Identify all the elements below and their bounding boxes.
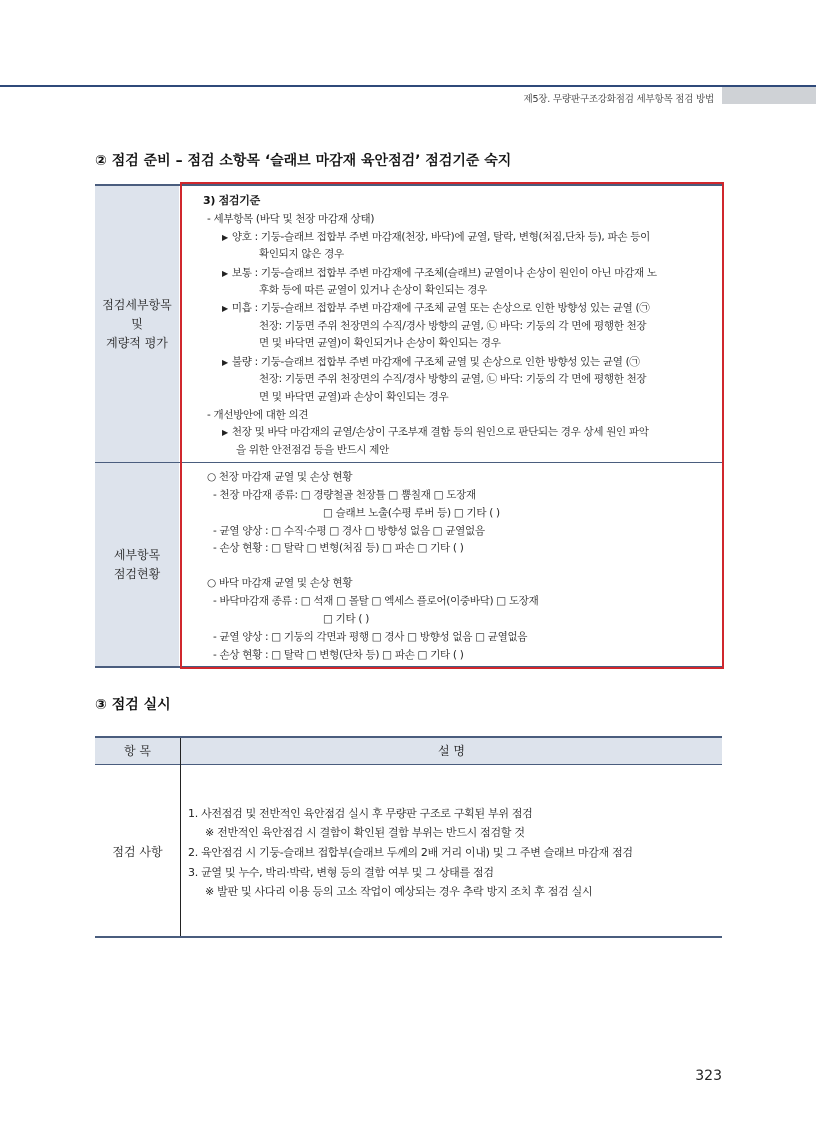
running-title: 제5장. 무량판구조강화점검 세부항목 점검 방법	[523, 94, 714, 105]
row-label-status	[95, 463, 179, 666]
inspection-line: 3. 균열 및 누수, 박리·박락, 변형 등의 결함 여부 및 그 상태를 점검	[188, 866, 494, 879]
criteria-line	[222, 354, 640, 369]
status-line: - 천장 마감재 종류: □ 경량철골 천장틀 □ 뿜칠재 □ 도장재	[213, 489, 476, 501]
criteria-line: 면 및 바닥면 균열)과 손상이 확인되는 경우	[259, 391, 449, 403]
criteria-line: 천장: 기둥면 주위 천장면의 수직/경사 방향의 균열, ㉡ 바닥: 기둥의 각 면에 평행한 천장	[259, 320, 647, 332]
criteria-text: 양호 : 기둥-슬래브 접합부 주변 마감재(천장, 바닥)에 균열, 탈락, 변형(처짐,단차 등), 파손 등이	[231, 231, 650, 243]
section-heading-inspection: ③ 점검 실시	[95, 697, 171, 713]
criteria-line	[222, 265, 657, 280]
criteria-text: 불량 : 기둥-슬래브 접합부 주변 마감재에 구조체 균열 및 손상으로 인한 방향성 있는 균열 (㉠	[231, 356, 640, 368]
criteria-line: - 세부항목 (바닥 및 천장 마감재 상태)	[207, 213, 375, 225]
header-tab-bar	[722, 87, 816, 104]
inspection-line: 1. 사전점검 및 전반적인 육안점검 실시 후 무량판 구조로 구획된 부위 점검	[188, 807, 533, 820]
inspection-note: ※ 전반적인 육안점검 시 결함이 확인된 결함 부위는 반드시 점검할 것	[205, 826, 525, 839]
bullet-triangle-icon: ▶	[222, 358, 228, 367]
header-item: 항 목	[124, 744, 151, 758]
status-line: □ 슬래브 노출(수평 루버 등) □ 기타 ( )	[323, 507, 500, 519]
status-line: - 균열 양상 : □ 기둥의 각면과 평행 □ 경사 □ 방향성 없음 □ 균열없음	[213, 631, 528, 643]
bullet-triangle-icon: ▶	[222, 304, 228, 313]
criteria-text: 천장 및 바닥 마감재의 균열/손상이 구조부재 결함 등의 원인으로 판단되는 경우 상세 원인 파악	[231, 426, 649, 438]
criteria-line	[222, 300, 649, 315]
criteria-text: 보통 : 기둥-슬래브 접합부 주변 마감재에 구조체(슬래브) 균열이나 손상이 원인이 아닌 마감재 노	[231, 267, 657, 279]
header-rule	[0, 85, 816, 87]
criteria-line: 확인되지 않은 경우	[259, 248, 344, 260]
criteria-line	[222, 229, 650, 244]
page-number: 323	[695, 1068, 722, 1084]
status-line: - 바닥마감재 종류 : □ 석재 □ 몰탈 □ 엑세스 플로어(이중바닥) □ 도장재	[213, 595, 539, 607]
label-line: 세부항목	[113, 547, 161, 562]
bullet-triangle-icon: ▶	[222, 269, 228, 278]
status-line: - 손상 현황 : □ 탈락 □ 변형(단차 등) □ 파손 □ 기타 ( )	[213, 649, 464, 661]
criteria-line: - 개선방안에 대한 의견	[207, 409, 309, 421]
row-label-inspection: 점검 사항	[112, 845, 163, 859]
row-label-evaluation	[95, 186, 179, 462]
header-description: 설 명	[438, 744, 465, 758]
inspection-line: 2. 육안점검 시 기둥-슬래브 접합부(슬래브 두께의 2배 거리 이내) 및 그 주변 슬래브 마감재 점검	[188, 846, 633, 859]
status-line: ○ 바닥 마감재 균열 및 손상 현황	[207, 577, 353, 589]
criteria-line: 을 위한 안전점검 등을 반드시 제안	[236, 444, 389, 456]
label-line: 및	[131, 316, 143, 331]
header-divider	[95, 764, 722, 765]
criteria-title: 3) 점검기준	[203, 194, 260, 207]
status-line: - 균열 양상 : □ 수직·수평 □ 경사 □ 방향성 없음 □ 균열없음	[213, 525, 485, 537]
label-line: 점검현황	[113, 566, 161, 581]
inspection-note: ※ 발판 및 사다리 이용 등의 고소 작업이 예상되는 경우 추락 방지 조치 후 점검 실시	[205, 885, 593, 898]
label-line: 계량적 평가	[106, 335, 168, 350]
status-line: □ 기타 ( )	[323, 613, 370, 625]
criteria-line: 면 및 바닥면 균열)이 확인되거나 손상이 확인되는 경우	[259, 337, 501, 349]
status-line: ○ 천장 마감재 균열 및 손상 현황	[207, 471, 353, 483]
status-line: - 손상 현황 : □ 탈락 □ 변형(처짐 등) □ 파손 □ 기타 ( )	[213, 542, 464, 554]
label-line: 점검세부항목	[102, 297, 172, 312]
bullet-triangle-icon: ▶	[222, 233, 228, 242]
criteria-line	[222, 424, 649, 439]
section-heading-preparation: ② 점검 준비 – 점검 소항목 ‘슬래브 마감재 육안점검’ 점검기준 숙지	[95, 153, 512, 169]
bullet-triangle-icon: ▶	[222, 428, 228, 437]
criteria-line: 천장: 기둥면 주위 천장면의 수직/경사 방향의 균열, ㉡ 바닥: 기둥의 각 면에 평행한 천장	[259, 373, 647, 385]
criteria-line: 후화 등에 따른 균열이 있거나 손상이 확인되는 경우	[259, 284, 487, 296]
table-bottom-rule	[95, 936, 722, 938]
criteria-text: 미흡 : 기둥-슬래브 접합부 주변 마감재에 구조체 균열 또는 손상으로 인한 방향성 있는 균열 (㉠	[231, 302, 650, 314]
column-divider	[180, 738, 181, 936]
